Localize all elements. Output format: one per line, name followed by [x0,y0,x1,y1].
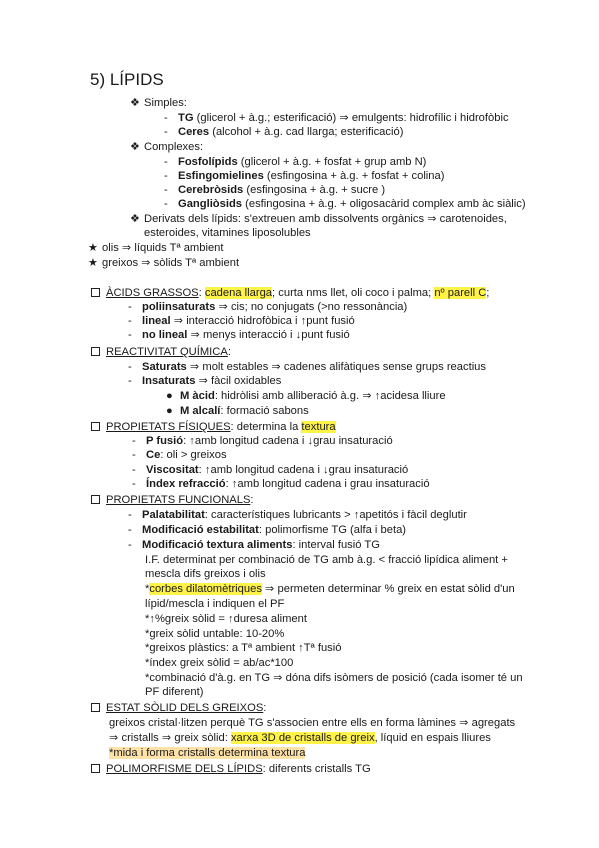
checkbox-fisiques[interactable] [91,422,100,431]
checkbox-estat-solid[interactable] [91,703,100,712]
list-item-modificacio-textura: - Modificació textura aliments: interval fusió TG [128,539,380,551]
list-item-complexes: ❖ Complexes: [130,141,204,153]
text-corbes-cont: lípid/mescla i indiquen el PF [145,598,285,610]
list-item-esfingomielines: - Esfingomielines (esfingosina + à.g. + fosfat + colina) [164,170,445,182]
dot-bullet-icon: ● [166,405,173,417]
checkbox-funcionals[interactable] [91,495,100,504]
section-polimorfisme: POLIMORFISME DELS LÍPIDS: diferents cristalls TG [91,762,371,776]
text-estat-line-3: *mida i forma cristalls determina textura [109,747,306,759]
list-item-insaturats: - Insaturats ⇒ fàcil oxidables [128,375,282,387]
section-propietats-fisiques: PROPIETATS FÍSIQUES: determina la textura [91,420,336,434]
note-index-greix: *índex greix sòlid = ab/ac*100 [145,657,294,669]
dot-bullet-icon: ● [166,390,173,402]
section-propietats-funcionals: PROPIETATS FUNCIONALS: [91,493,254,507]
list-item-p-fusio: - P fusió: ↑amb longitud cadena i ↓grau insaturació [132,435,393,447]
note-plastics: *greixos plàstics: a Tª ambient ↑Tª fusió [145,642,342,654]
checkbox-acids[interactable] [91,288,100,297]
list-item-no-lineal: - no lineal ⇒ menys interacció i ↓punt fusió [128,329,350,341]
list-item-poliinsaturats: - poliinsaturats ⇒ cis; no conjugats (>no ressonància) [128,301,408,313]
checkbox-polimorfisme[interactable] [91,764,100,773]
note-duresa: *↑%greix sòlid = ↑duresa aliment [145,613,307,625]
text-estat-line-2: ⇒ cristalls ⇒ greix sòlid: xarxa 3D de cristalls de greix, líquid en espais lliures [109,732,491,744]
list-item-lineal: - lineal ⇒ interacció hidrofòbica i ↑punt fusió [128,315,355,327]
list-item-simples: ❖ Simples: [130,97,187,109]
text-if-line-1: I.F. determinat per combinació de TG amb à.g. < fracció lipídica aliment + [145,554,508,566]
list-item-m-acid: ● M àcid: hidròlisi amb alliberació à.g. ⇒ ↑acidesa lliure [166,390,446,402]
page-title: 5) LÍPIDS [90,70,164,89]
diamond-bullet-icon: ❖ [130,97,141,109]
list-item-derivats: ❖ Derivats dels lípids: s'extreuen amb dissolvents orgànics ⇒ carotenoides, [130,213,507,225]
list-item-index-refraccio: - Índex refracció: ↑amb longitud cadena i grau insaturació [132,478,430,490]
list-item-fosfolipids: - Fosfolípids (glicerol + à.g. + fosfat + grup amb N) [164,156,427,168]
text-estat-line-1: greixos cristal·litzen perquè TG s'associen entre ells en forma làmines ⇒ agregats [109,717,516,729]
list-item-viscositat: - Viscositat: ↑amb longitud cadena i ↓grau insaturació [132,464,409,476]
section-estat-solid: ESTAT SÒLID DELS GREIXOS: [91,701,266,715]
star-bullet-icon: ★ [88,257,99,269]
list-item-derivats-cont: esteroides, vitamines liposolubles [144,227,311,239]
list-item-ceres: - Ceres (alcohol + à.g. cad llarga; esterificació) [164,126,404,138]
note-combinacio: *combinació d'à.g. en TG ⇒ dóna difs isòmers de posició (cada isomer té un [145,672,523,684]
list-item-palatabilitat: - Palatabilitat: característiques lubricants > ↑apetitós i fàcil deglutir [128,509,467,521]
text-corbes: *corbes dilatomètriques ⇒ permeten determinar % greix en estat sòlid d'un [145,583,515,595]
section-acids-grassos: ÀCIDS GRASSOS: cadena llarga; curta nms llet, oli coco i palma; nº parell C; [91,286,489,300]
list-item-olis: ★ olis ⇒ líquids Tª ambient [88,242,224,254]
note-combinacio-cont: PF diferent) [145,686,204,698]
list-item-greixos: ★ greixos ⇒ sòlids Tª ambient [88,257,240,269]
list-item-gangliosids: - Gangliòsids (esfingosina + à.g. + oligosacàrid complex amb àc siàlic) [164,198,526,210]
diamond-bullet-icon: ❖ [130,141,141,153]
list-item-m-alcali: ● M alcalí: formació sabons [166,405,309,417]
text-if-line-2: mescla difs greixos i olis [145,568,266,580]
list-item-cerebrosids: - Cerebròsids (esfingosina + à.g. + sucre ) [164,184,386,196]
list-item-tg: - TG (glicerol + à.g.; esterificació) ⇒ emulgents: hidrofílic i hidrofòbic [164,112,509,124]
section-reactivitat: REACTIVITAT QUÍMICA: [91,345,231,359]
diamond-bullet-icon: ❖ [130,213,141,225]
list-item-saturats: - Saturats ⇒ molt estables ⇒ cadenes alifàtiques sense grups reactius [128,361,486,373]
list-item-modificacio-estabilitat: - Modificació estabilitat: polimorfisme TG (alfa i beta) [128,524,407,536]
checkbox-reactivitat[interactable] [91,347,100,356]
star-bullet-icon: ★ [88,242,99,254]
note-untable: *greix sòlid untable: 10-20% [145,628,285,640]
list-item-ce: - Ce: oli > greixos [132,449,227,461]
